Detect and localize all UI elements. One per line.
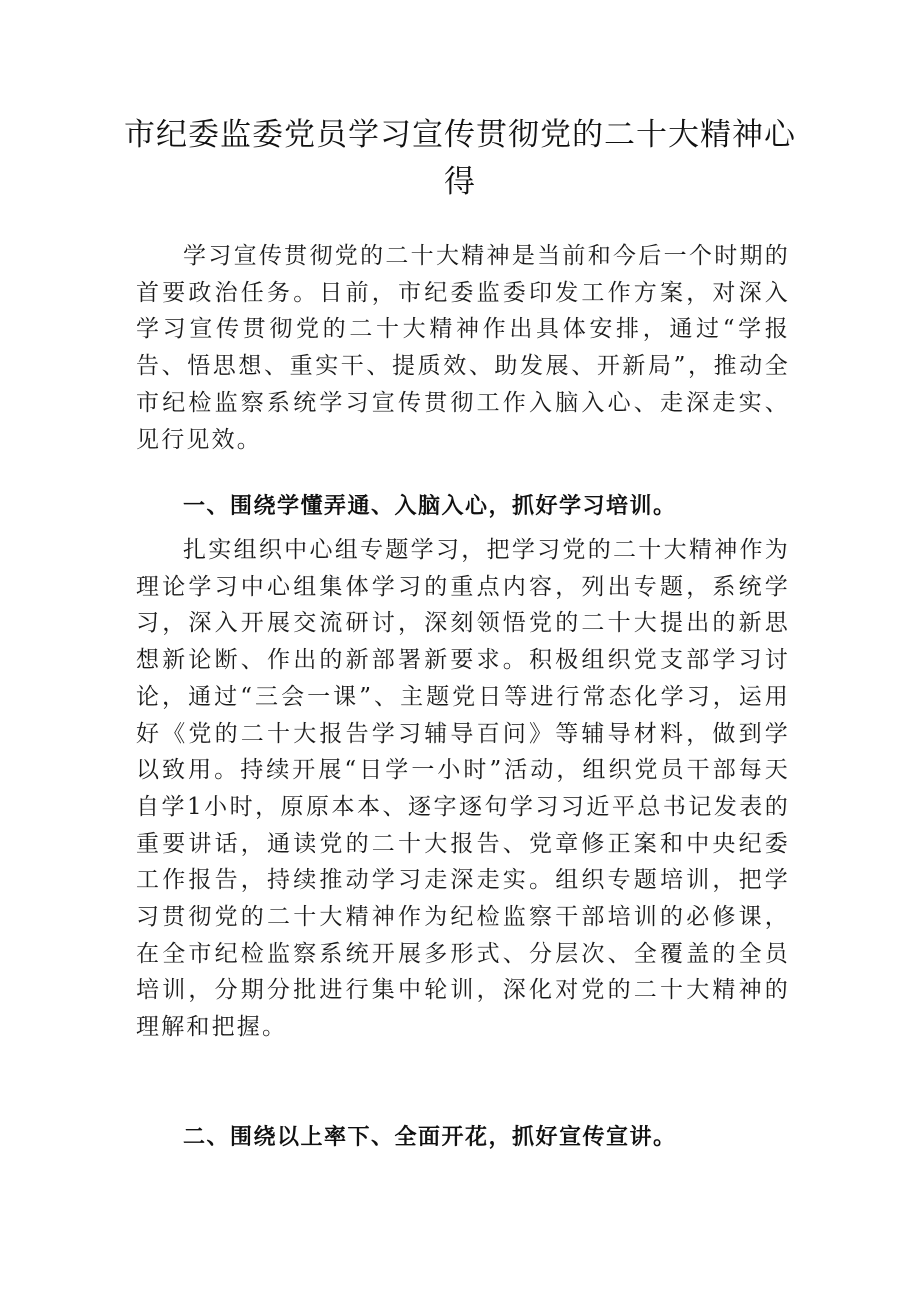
intro-paragraph: 学习宣传贯彻党的二十大精神是当前和今后一个时期的首要政治任务。日前，市纪委监委印发工作方案，对深入学习宣传贯彻党的二十大精神作出具体安排，通过“学报告、悟思想、重实干、提质效、助发展、开新局”，推动全市纪检监察系统学习宣传贯彻工作入脑入心、走深走实、见行见效。 [136,243,790,453]
section-heading-2: 二、围绕以上率下、全面开花，抓好宣传宣讲。 [183,1125,677,1150]
section-1-paragraph: 扎实组织中心组专题学习，把学习党的二十大精神作为理论学习中心组集体学习的重点内容，列出专题，系统学习，深入开展交流研讨，深刻领悟党的二十大提出的新思想新论断、作出的新部署新要求。积极组织党支部学习讨论，通过“三会一课”、主题党日等进行常态化学习，运用好《党的二十大报告学习辅导百问》等辅导材料，做到学以致用。持续开展“日学一小时”活动，组织党员干部每天自学1小时，原原本本、逐字逐句学习习近平总书记发表的重要讲话，通读党的二十大报告、党章修正案和中央纪委工作报告，持续推动学习走深走实。组织专题培训，把学习贯彻党的二十大精神作为纪检监察干部培训的必修课，在全市纪检监察系统开展多形式、分层次、全覆盖的全员培训，分期分批进行集中轮训，深化对党的二十大精神的理解和把握。 [136,537,790,1041]
section-heading-1: 一、围绕学懂弄通、入脑入心，抓好学习培训。 [183,494,677,519]
document-title: 市纪委监委党员学习宣传贯彻党的二十大精神心得 [124,117,796,200]
